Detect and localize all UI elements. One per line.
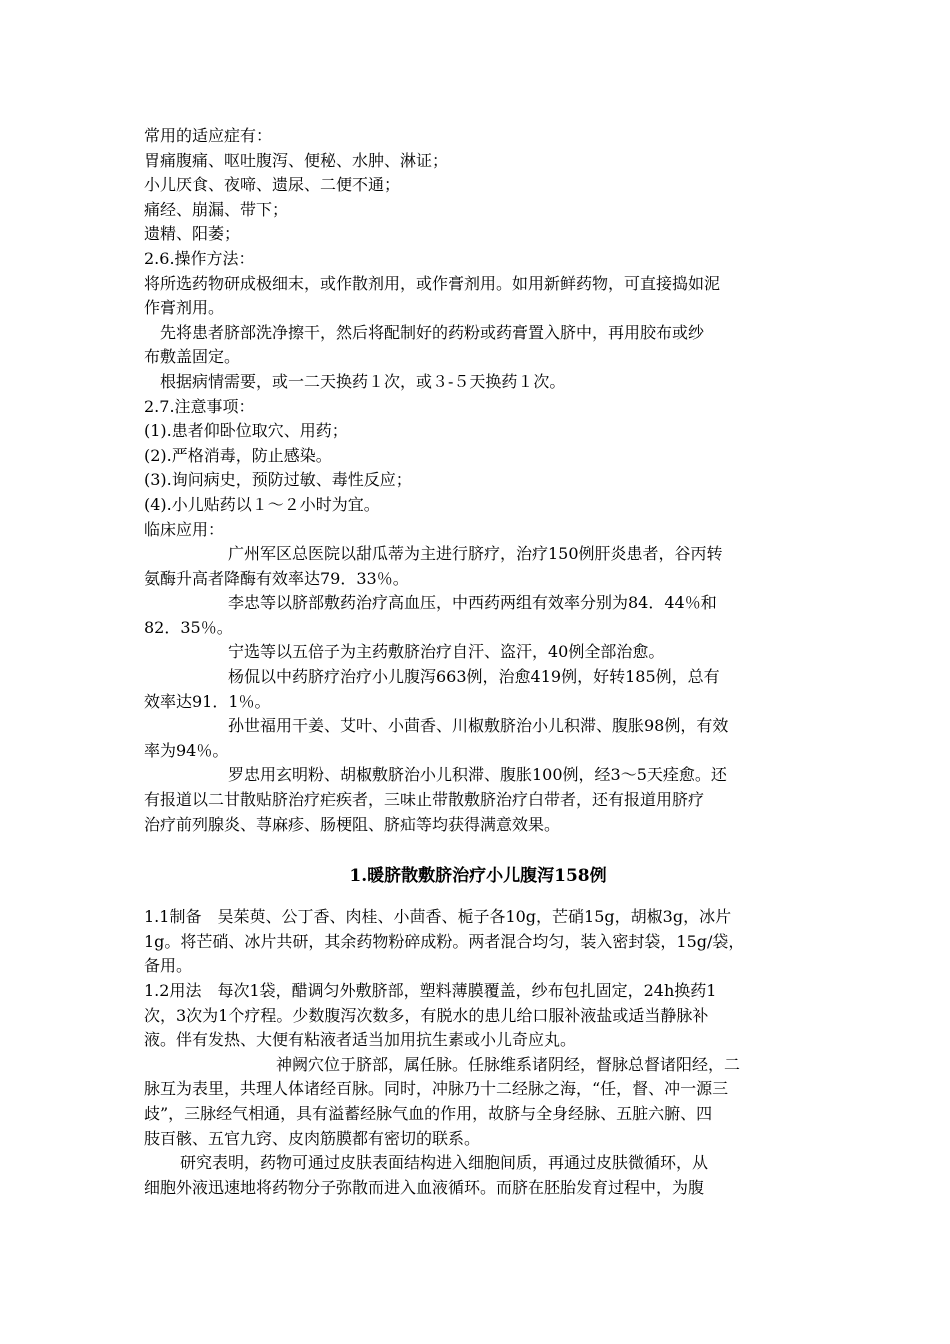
text-line: 液。伴有发热、大便有粘液者适当加用抗生素或小儿奇应丸。 (144, 1030, 577, 1050)
text-line: (3).询问病史，预防过敏、毒性反应； (144, 470, 412, 490)
text-line: 2.6.操作方法： (144, 248, 255, 268)
section-heading: 1.暖脐散敷脐治疗小儿腹泻158例 (349, 866, 607, 887)
text-line: 将所选药物研成极细末，或作散剂用，或作膏剂用。如用新鲜药物，可直接捣如泥 (144, 273, 721, 293)
text-line: 2.7.注意事项： (144, 396, 255, 416)
text-line: 布敷盖固定。 (144, 347, 241, 367)
text-line: 宁选等以五倍子为主药敷脐治疗自汗、盗汗，40例全部治愈。 (228, 642, 665, 662)
text-line: 根据病情需要，或一二天换药１次，或３-５天换药１次。 (160, 371, 566, 391)
text-line: 脉互为表里，共理人体诸经百脉。同时，冲脉乃十二经脉之海，“任，督、冲一源三 (144, 1079, 729, 1099)
text-line: 李忠等以脐部敷药治疗高血压，中西药两组有效率分别为84．44％和 (228, 593, 717, 613)
text-line: 1.2用法 每次1袋，醋调匀外敷脐部，塑料薄膜覆盖，纱布包扎固定，24h换药1 (144, 981, 717, 1000)
text-line: 罗忠用玄明粉、胡椒敷脐治小儿积滞、腹胀100例，经3～5天痊愈。还 (228, 765, 727, 785)
text-line: 遗精、阳萎； (144, 224, 241, 244)
text-line: (2).严格消毒，防止感染。 (144, 445, 332, 465)
text-section-applications (144, 124, 812, 837)
text-line: 有报道以二甘散贴脐治疗疟疾者，三味止带散敷脐治疗白带者，还有报道用脐疗 (144, 790, 705, 810)
text-line: 孙世福用干姜、艾叶、小茴香、川椒敷脐治小儿积滞、腹胀98例，有效 (228, 716, 729, 736)
text-line: 作膏剂用。 (144, 298, 225, 318)
text-line: 氨酶升高者降酶有效率达79．33％。 (144, 568, 409, 588)
text-line: 治疗前列腺炎、荨麻疹、肠梗阻、脐疝等均获得满意效果。 (144, 814, 561, 834)
text-line: 效率达91．1％。 (144, 691, 271, 711)
text-line: 痛经、崩漏、带下； (144, 199, 289, 219)
text-line: 研究表明，药物可通过皮肤表面结构进入细胞间质，再通过皮肤微循环，从 (180, 1153, 709, 1173)
text-line: 神阙穴位于脐部，属任脉。任脉维系诸阴经，督脉总督诸阳经，二 (276, 1054, 741, 1074)
text-section-case-study (144, 905, 812, 1200)
text-line: 先将患者脐部洗净擦干，然后将配制好的药粉或药膏置入脐中，再用胶布或纱 (160, 322, 705, 342)
text-line: 常用的适应症有： (144, 126, 273, 145)
text-line: 率为94％。 (144, 740, 229, 760)
text-line: 肢百骸、五官九窍、皮肉筋膜都有密切的联系。 (144, 1128, 481, 1148)
text-line: 胃痛腹痛、呕吐腹泻、便秘、水肿、淋证； (144, 150, 449, 170)
text-line: (4).小儿贴药以１～２小时为宜。 (144, 494, 380, 514)
text-line: 82．35％。 (144, 617, 233, 637)
text-line: 细胞外液迅速地将药物分子弥散而进入血液循环。而脐在胚胎发育过程中，为腹 (144, 1177, 705, 1197)
text-line: 次，3次为1个疗程。少数腹泻次数多，有脱水的患儿给口服补液盐或适当静脉补 (144, 1005, 709, 1025)
text-line: 1.1制备 吴茱萸、公丁香、肉桂、小茴香、栀子各10g，芒硝15g，胡椒3g，冰片 (144, 907, 732, 927)
text-line: 临床应用： (144, 519, 225, 539)
text-line: (1).患者仰卧位取穴、用药； (144, 421, 348, 441)
text-line: 广州军区总医院以甜瓜蒂为主进行脐疗，治疗150例肝炎患者，谷丙转 (228, 544, 723, 564)
text-line: 歧”，三脉经气相通，具有溢蓄经脉气血的作用，故脐与全身经脉、五脏六腑、四 (144, 1103, 713, 1123)
text-line: 小儿厌食、夜啼、遗尿、二便不通； (144, 175, 401, 195)
text-line: 杨侃以中药脐疗治疗小儿腹泻663例，治愈419例，好转185例，总有 (228, 667, 720, 687)
text-line: 1g。将芒硝、冰片共研，其余药物粉碎成粉。两者混合均匀，装入密封袋，15g/袋， (144, 931, 745, 951)
text-line: 备用。 (144, 956, 193, 976)
document-body (144, 124, 812, 1200)
